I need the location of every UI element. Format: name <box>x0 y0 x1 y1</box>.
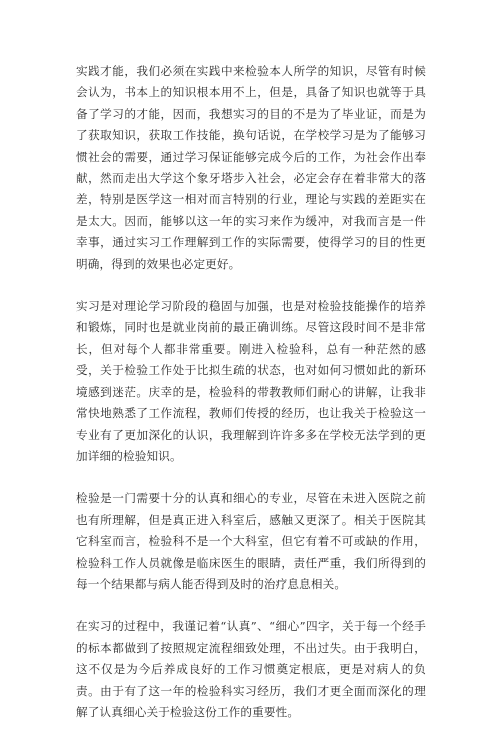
paragraph-3: 检验是一门需要十分的认真和细心的专业，尽管在未进入医院之前也有所理解，但是真正进入科室后，感触又更深了。相关于医院其它科室而言，检验科不是一个大科室，但它有着不可或缺的作用，检验科工作人员就像是临床医生的眼睛，责任严重，我们所得到的每一个结果都与病人能否得到及时的治疗息息相关。 <box>76 491 426 591</box>
paragraph-4: 在实习的过程中，我谨记着“认真”、“细心”四字，关于每一个经手的标本都做到了按照规定流程细致处理，不出过失。由于我明白，这不仅是为今后养成良好的工作习惯奠定根底，更是对病人的负责。由于有了这一年的检验科实习经历，我们才更全面而深化的理解了认真细心关于检验这份工作的重要性。 <box>76 619 426 719</box>
paragraph-2: 实习是对理论学习阶段的稳固与加强，也是对检验技能操作的培养和锻炼，同时也是就业岗前的最正确训练。尽管这段时间不是非常长，但对每个人都非常重要。刚进入检验科，总有一种茫然的感受，关于检验工作处于比拟生疏的状态，也对如何习惯如此的新环境感到迷茫。庆幸的是，检验科的带教教师们耐心的讲解，让我非常快地熟悉了工作流程，教师们传授的经历，也让我关于检验这一专业有了更加深化的认识，我理解到许许多多在学校无法学到的更加详细的检验知识。 <box>76 299 426 463</box>
paragraph-1: 实践才能，我们必须在实践中来检验本人所学的知识，尽管有时候会认为，书本上的知识根本用不上，但是，具备了知识也就等于具备了学习的才能，因而，我想实习的目的不是为了毕业证，而是为了获取知识，获取工作技能，换句话说，在学校学习是为了能够习惯社会的需要，通过学习保证能够完成今后的工作，为社会作出奉献，然而走出大学这个象牙塔步入社会，必定会存在着非常大的落差，特别是医学这一相对而言特别的行业，理论与实践的差距实在是太大。因而，能够以这一年的实习来作为缓冲，对我而言是一件幸事，通过实习工作理解到工作的实际需要，使得学习的目的性更明确，得到的效果也必定更好。 <box>76 64 426 271</box>
document-body <box>76 61 426 744</box>
